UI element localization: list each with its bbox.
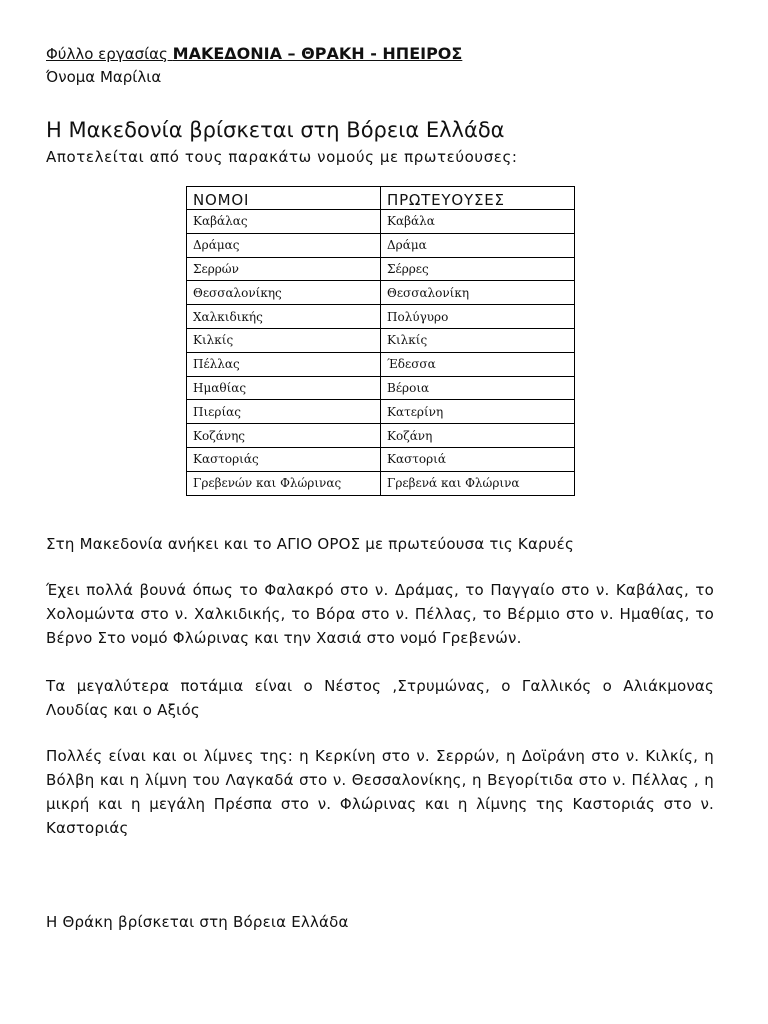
capital-cell: Γρεβενά και Φλώρινα — [381, 471, 575, 495]
prefecture-cell: Κιλκίς — [187, 328, 381, 352]
prefecture-cell: Κοζάνης — [187, 424, 381, 448]
table-row — [187, 400, 575, 424]
table-row — [187, 210, 575, 234]
capital-cell: Βέροια — [381, 376, 575, 400]
worksheet-title: ΜΑΚΕΔΟΝΙΑ – ΘΡΑΚΗ - ΗΠΕΙΡΟΣ — [172, 44, 463, 63]
prefecture-cell: Χαλκιδικής — [187, 305, 381, 329]
table-row — [187, 471, 575, 495]
table-row — [187, 352, 575, 376]
capital-cell: Πολύγυρο — [381, 305, 575, 329]
capital-cell: Κατερίνη — [381, 400, 575, 424]
table-row — [187, 233, 575, 257]
capital-cell: Καβάλα — [381, 210, 575, 234]
paragraph-mountains: Έχει πολλά βουνά όπως το Φαλακρό στο ν. Δράμας, το Παγγαίο στο ν. Καβάλας, το Χολομώντα στο ν. Χαλκιδικής, το Βόρα στο ν. Πέλλας, το Βέρμιο στο ν. Ημαθίας, το Βέρνο Στο νομό Φλώρινας και την Χασιά στο νομό Γρεβενών. — [46, 581, 714, 647]
column-header-capitals: ΠΡΩΤΕΥΟΥΣΕΣ — [381, 187, 575, 210]
table-row — [187, 305, 575, 329]
prefecture-cell: Γρεβενών και Φλώρινας — [187, 471, 381, 495]
table-row — [187, 328, 575, 352]
capital-cell: Κοζάνη — [381, 424, 575, 448]
column-header-prefectures: ΝΟΜΟΙ — [187, 187, 381, 210]
prefecture-cell: Καβάλας — [187, 210, 381, 234]
capital-cell: Έδεσσα — [381, 352, 575, 376]
paragraph-rivers: Τα μεγαλύτερα ποτάμια είναι ο Νέστος ,Στρυμώνας, ο Γαλλικός ο Αλιάκμονας Λουδίας και ο Αξιός — [46, 677, 714, 719]
section-title: Η Μακεδονία βρίσκεται στη Βόρεια Ελλάδα — [46, 118, 505, 142]
prefecture-cell: Σερρών — [187, 257, 381, 281]
intro-text: Αποτελείται από τους παρακάτω νομούς με πρωτεύουσες: — [46, 148, 518, 166]
paragraph-mount-athos: Στη Μακεδονία ανήκει και το ΑΓΙΟ ΟΡΟΣ με πρωτεύουσα τις Καρυές — [46, 535, 574, 553]
capital-cell: Δράμα — [381, 233, 575, 257]
prefecture-cell: Δράμας — [187, 233, 381, 257]
paragraph-thrace: Η Θράκη βρίσκεται στη Βόρεια Ελλάδα — [46, 913, 349, 931]
capital-cell: Σέρρες — [381, 257, 575, 281]
worksheet-header — [46, 44, 462, 63]
paragraph-lakes: Πολλές είναι και οι λίμνες της: η Κερκίνη στο ν. Σερρών, η Δοϊράνη στο ν. Κιλκίς, η Βόλβη και η λίμνη του Λαγκαδά στο ν. Θεσσαλονίκης, η Βεγορίτιδα στο ν. Πέλλας , η μικρή και η μεγάλη Πρέσπα στο ν. Φλώρινας και η λίμνης της Καστοριάς στο ν. Καστοριάς — [46, 747, 714, 837]
prefecture-cell: Πέλλας — [187, 352, 381, 376]
student-name: Όνομα Μαρίλια — [46, 68, 162, 86]
worksheet-prefix: Φύλλο εργασίας — [46, 45, 168, 63]
capital-cell: Καστοριά — [381, 447, 575, 471]
table-row — [187, 376, 575, 400]
capital-cell: Θεσσαλονίκη — [381, 281, 575, 305]
table-row — [187, 257, 575, 281]
table-row — [187, 281, 575, 305]
table-row — [187, 447, 575, 471]
prefecture-cell: Καστοριάς — [187, 447, 381, 471]
prefecture-cell: Ημαθίας — [187, 376, 381, 400]
capital-cell: Κιλκίς — [381, 328, 575, 352]
prefecture-cell: Θεσσαλονίκης — [187, 281, 381, 305]
table-header-row — [187, 187, 575, 210]
prefecture-cell: Πιερίας — [187, 400, 381, 424]
prefectures-table — [186, 186, 575, 496]
table-row — [187, 424, 575, 448]
